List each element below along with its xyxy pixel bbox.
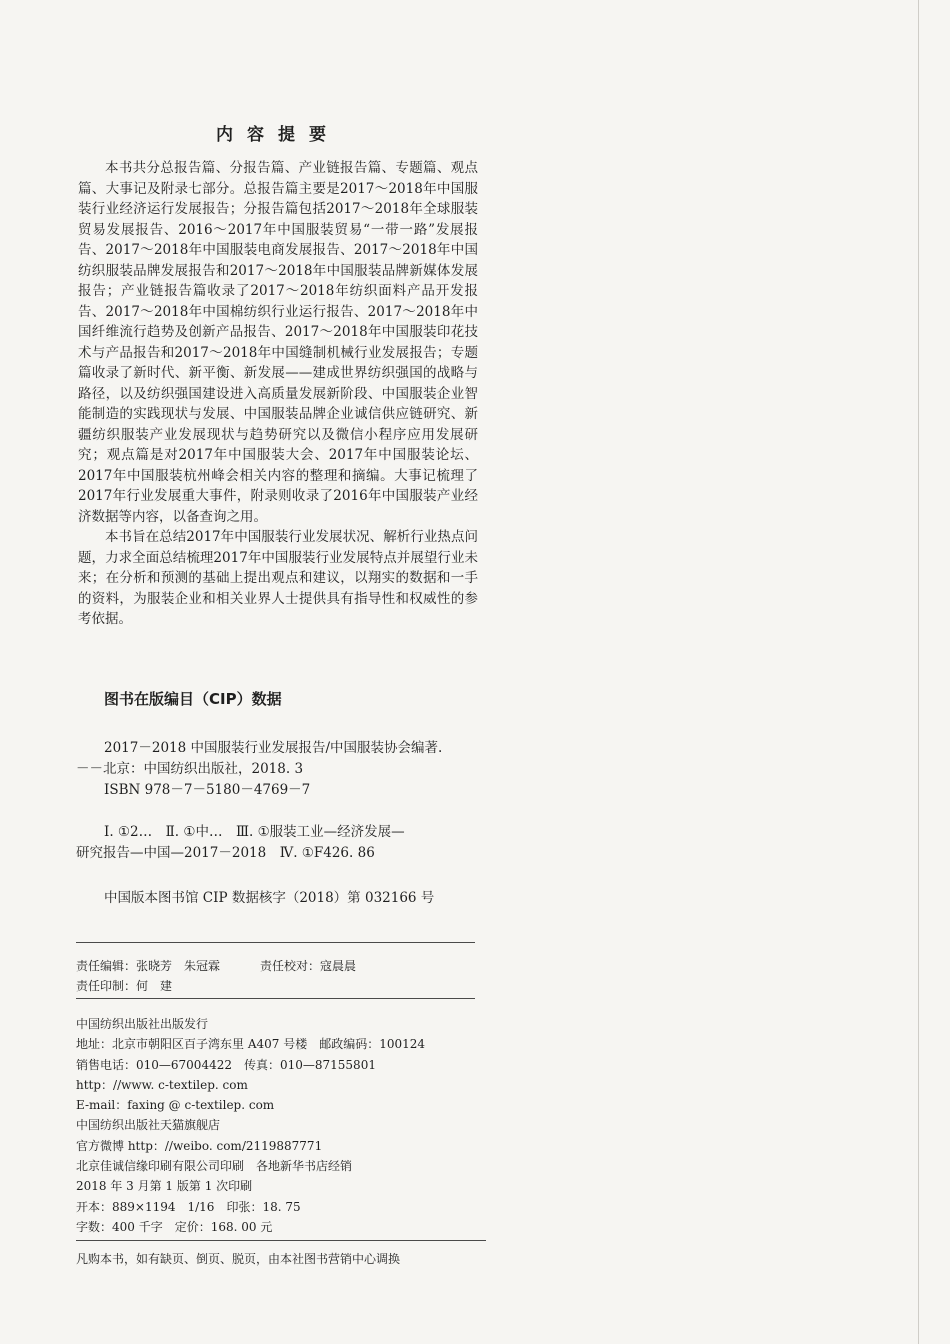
imprint-weibo: 官方微博 http：//weibo. com/2119887771 xyxy=(76,1138,323,1153)
abstract-text xyxy=(78,158,478,630)
cip-title-line: 2017－2018 中国服装行业发展报告/中国服装协会编著. xyxy=(104,740,443,756)
imprint-address: 地址：北京市朝阳区百子湾东里 A407 号楼 邮政编码：100124 xyxy=(76,1037,426,1052)
imprint-email: E-mail：faxing @ c-textilep. com xyxy=(76,1098,275,1113)
divider-middle xyxy=(76,998,475,999)
imprint-printer: 北京佳诚信缘印刷有限公司印刷 各地新华书店经销 xyxy=(76,1159,353,1174)
cip-record-number-text: 中国版本图书馆 CIP 数据核字（2018）第 032166 号 xyxy=(104,890,435,906)
page-edge xyxy=(918,0,919,1344)
imprint-block xyxy=(76,1014,496,1237)
divider-bottom xyxy=(76,1240,486,1241)
responsible-editor: 责任编辑：张晓芳 朱冠霖 xyxy=(76,959,221,973)
cip-isbn: ISBN 978－7－5180－4769－7 xyxy=(104,782,311,798)
imprint-edition: 2018 年 3 月第 1 版第 1 次印刷 xyxy=(76,1179,253,1194)
imprint-tmall-store: 中国纺织出版社天猫旗舰店 xyxy=(76,1118,221,1133)
cip-record-main xyxy=(76,738,484,801)
abstract-title: 内容提要 xyxy=(216,125,340,145)
imprint-format: 开本：889×1194 1/16 印张：18. 75 xyxy=(76,1199,301,1214)
cip-publisher-line: －－北京：中国纺织出版社，2018. 3 xyxy=(76,761,304,777)
editors-block xyxy=(76,956,476,996)
imprint-publisher: 中国纺织出版社出版发行 xyxy=(76,1017,209,1031)
replacement-notice: 凡购本书，如有缺页、倒页、脱页，由本社图书营销中心调换 xyxy=(76,1252,401,1266)
responsible-printer: 责任印制：何 建 xyxy=(76,979,173,993)
cip-record-number xyxy=(104,888,484,909)
cip-classification xyxy=(76,822,484,864)
imprint-price: 字数：400 千字 定价：168. 00 元 xyxy=(76,1219,273,1234)
divider-top xyxy=(76,942,475,943)
abstract-paragraph-2: 本书旨在总结2017年中国服装行业发展状况、解析行业热点问题，力求全面总结梳理2017年中国服装行业发展特点并展望行业未来；在分析和预测的基础上提出观点和建议，以翔实的数据和一手的资料，为服装企业和相关业界人士提供具有指导性和权威性的参考依据。 xyxy=(78,529,478,627)
imprint-website: http：//www. c-textilep. com xyxy=(76,1077,248,1092)
imprint-phone: 销售电话：010—67004422 传真：010—87155801 xyxy=(76,1057,376,1072)
abstract-paragraph-1: 本书共分总报告篇、分报告篇、产业链报告篇、专题篇、观点篇、大事记及附录七部分。总报告篇主要是2017～2018年中国服装行业经济运行发展报告；分报告篇包括2017～2018年全球服装贸易发展报告、2016～2017年中国服装贸易“一带一路”发展报告、2017～2018年中国服装电商发展报告、2017～2018年中国纺织服装品牌发展报告和2017～2018年中国服装品牌新媒体发展报告；产业链报告篇收录了2017～2018年纺织面料产品开发报告、2017～2018年中国棉纺织行业运行报告、2017～2018年中国纤维流行趋势及创新产品报告、2017～2018年中国服装印花技术与产品报告和2017～2018年中国缝制机械行业发展报告；专题篇收录了新时代、新平衡、新发展——建成世界纺织强国的战略与路径，以及纺织强国建设进入高质量发展新阶段、中国服装企业智能制造的实践现状与发展、中国服装品牌企业诚信供应链研究、新疆纺织服装产业发展现状与趋势研究以及微信小程序应用发展研究；观点篇是对2017年中国服装大会、2017年中国服装论坛、2017年中国服装杭州峰会相关内容的整理和摘编。大事记梳理了2017年行业发展重大事件，附录则收录了2016年中国服装产业经济数据等内容，以备查询之用。 xyxy=(78,160,478,525)
cip-heading: 图书在版编目（CIP）数据 xyxy=(104,690,282,708)
cip-class-line-2: 研究报告—中国—2017－2018 Ⅳ. ①F426. 86 xyxy=(76,845,375,861)
responsible-proofreader: 责任校对：寇晨晨 xyxy=(260,959,357,973)
cip-class-line-1: Ⅰ. ①2… Ⅱ. ①中… Ⅲ. ①服装工业—经济发展— xyxy=(104,824,405,840)
